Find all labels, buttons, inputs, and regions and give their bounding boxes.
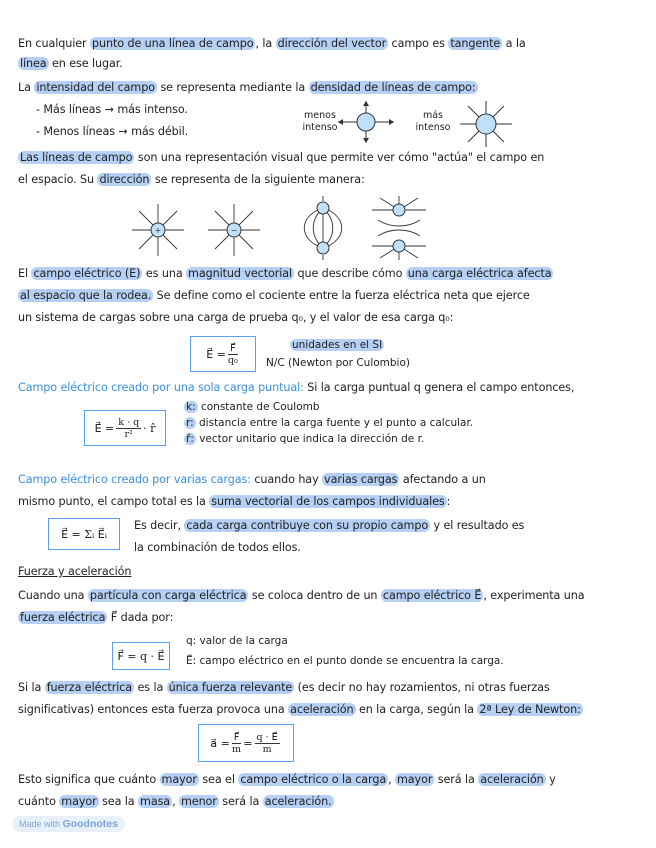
bullet-more: - Más líneas → más intenso.: [36, 103, 188, 116]
negative-charge-field-icon: [206, 202, 262, 258]
formula-point-charge: E⃗ = $\frac{k \cdot q}{\text{r²}}$ · r̂: [84, 410, 166, 446]
line-8: un sistema de cargas sobre una carga de prueba q₀, y el valor de esa carga q₀:: [18, 311, 454, 324]
legend-r: r: distancia entre la carga fuente y el punto a calcular.: [186, 417, 474, 429]
line-1: En cualquier punto de una línea de campo , la dirección del vector campo es tangente a la: [18, 37, 526, 50]
two-like-charges-field-icon: [370, 196, 428, 260]
menos-intenso-label: menos intenso: [302, 110, 338, 133]
legend-E: E⃗: campo eléctrico en el punto donde se encuentra la carga.: [186, 655, 504, 667]
legend-k: k: constante de Coulomb: [186, 401, 320, 413]
line-13: la combinación de todos ellos.: [134, 541, 301, 554]
formula-field-definition: E⃗ = $\frac{F⃗}{\text{q₀}}$: [190, 336, 256, 372]
line-7: al espacio que la rodea. Se define como el cociente entre la fuerza eléctrica neta que ejerce: [20, 289, 530, 302]
strong-field-diagram: [458, 100, 514, 148]
line-19: cuánto mayor sea la masa , menor será la aceleración.: [18, 795, 332, 808]
si-units-title: unidades en el SI: [292, 339, 383, 351]
line-6: El campo eléctrico (E) es una magnitud vectorial que describe cómo una carga eléctrica afecta: [18, 267, 552, 280]
line-2: línea en ese lugar.: [20, 57, 123, 70]
line-5: el espacio. Su dirección se representa de la siguiente manera:: [18, 173, 365, 186]
line-16: Si la fuerza eléctrica es la única fuerza relevante (es decir no hay rozamientos, ni otras fuerzas: [18, 681, 550, 694]
svg-text:+: +: [154, 226, 162, 235]
dipole-field-icon: [298, 196, 348, 260]
line-3: La intensidad del campo se representa mediante la densidad de líneas de campo:: [18, 81, 476, 94]
weak-field-diagram: [336, 100, 396, 144]
made-with-goodnotes-badge[interactable]: Made with Goodnotes: [12, 816, 125, 832]
line-4: Las líneas de campo son una representación visual que permite ver cómo "actúa" el campo en: [20, 151, 545, 164]
svg-text:−: −: [230, 226, 238, 235]
formula-acceleration: a⃗ = $\frac{F⃗}{m}$ = $\frac{q \cdot E⃗}{m}$: [198, 724, 294, 762]
bullet-less: - Menos líneas → más débil.: [36, 125, 189, 138]
line-10: Campo eléctrico creado por varias cargas: cuando hay varias cargas afectando a un: [18, 473, 486, 486]
line-9: Campo eléctrico creado por una sola carga puntual: Si la carga puntual q genera el campo entonces,: [18, 381, 575, 394]
line-14: Cuando una partícula con carga eléctrica se coloca dentro de un campo eléctrico E⃗ , experimenta una: [18, 589, 585, 602]
line-15: fuerza eléctrica F⃗ dada por:: [20, 611, 174, 624]
si-units: N/C (Newton por Culombio): [266, 357, 410, 369]
formula-superposition: E⃗ = Σᵢ E⃗ᵢ: [48, 518, 120, 550]
positive-charge-field-icon: [130, 202, 186, 258]
line-12: Es decir, cada carga contribuye con su propio campo y el resultado es: [134, 519, 525, 532]
formula-force: F⃗ = q · E⃗: [112, 642, 170, 670]
mas-intenso-label: más intenso: [415, 110, 451, 133]
line-18: Esto significa que cuánto mayor sea el campo eléctrico o la carga , mayor será la aceleración y: [18, 773, 556, 786]
section-heading-force: Fuerza y aceleración: [18, 565, 132, 578]
line-11: mismo punto, el campo total es la suma vectorial de los campos individuales :: [18, 495, 451, 508]
legend-rhat: r̂: vector unitario que indica la dirección de r.: [186, 433, 425, 445]
line-17: significativas) entonces esta fuerza provoca una aceleración en la carga, según la 2ª Ley de Newton:: [18, 703, 581, 716]
legend-q: q: valor de la carga: [186, 635, 288, 647]
